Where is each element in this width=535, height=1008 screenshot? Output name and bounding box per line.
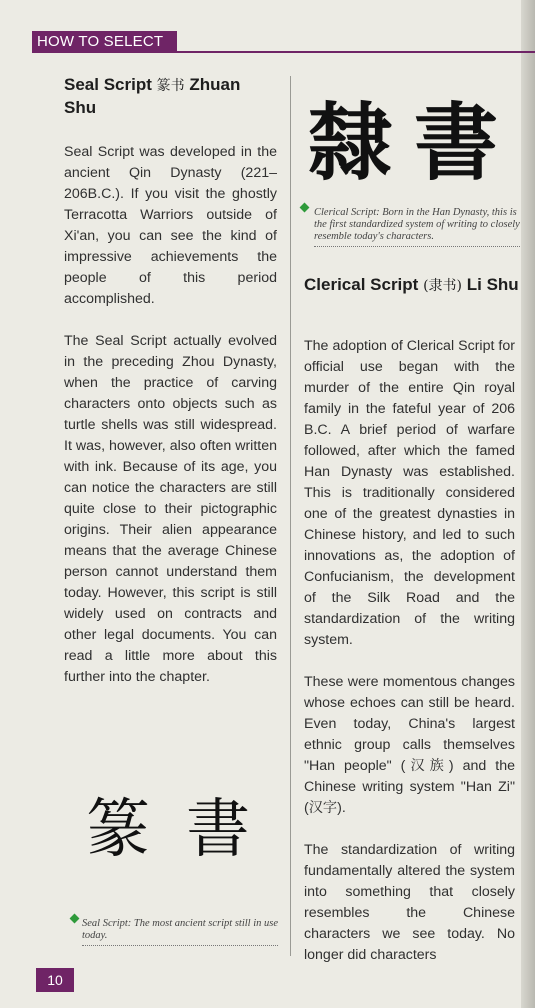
clerical-script-body <box>304 336 515 987</box>
clerical-glyph-li: 隸 <box>308 93 393 192</box>
paragraph: The Seal Script actually evolved in the preceding Zhou Dynasty, when the practice of carving characters onto objects such as turtle shells was still widespread. It was, however, also often written with ink. Because of its age, you can notice the characters are still quite close to their pictographic origins. Their alien appearance means that the average Chinese person cannot understand them today. However, this script is still widely used on contracts and other legal documents. You can read a little more about this further into the chapter. <box>64 333 277 685</box>
page-number: 10 <box>36 968 74 992</box>
seal-script-heading <box>64 74 274 118</box>
clerical-script-caption: Clerical Script: Born in the Han Dynasty, this is the first standardized system of writing to closely resemble today's characters. <box>314 207 520 247</box>
section-title: HOW TO SELECT <box>37 33 164 50</box>
heading-pinyin: Li Shu <box>466 275 519 294</box>
column-divider <box>290 76 291 956</box>
paragraph: These were momentous changes whose echoes can still be heard. Even today, China's largest ethnic group calls themselves "Han people" (汉族) and the Chinese writing system "Han Zi" (汉字). <box>304 674 515 816</box>
heading-chinese: 篆书 <box>156 78 185 94</box>
seal-glyph-zhuan: 篆 <box>86 793 150 867</box>
header-rule <box>172 51 535 53</box>
green-bullet-icon <box>70 914 80 924</box>
paragraph: The adoption of Clerical Script for official use began with the murder of the entire Qin royal family in the fateful year of 206 B.C. A brief period of warfare followed, after which the famed Han Dynasty was established. This is traditionally considered one of the greatest dynasties in Chinese history, and led to such innovations as, the adoption of Confucianism, the development of the Silk Road and the standardization of the writing system. <box>304 338 515 648</box>
seal-script-caption: Seal Script: The most ancient script still in use today. <box>82 918 278 946</box>
clerical-script-heading <box>304 274 519 297</box>
paragraph: Seal Script was developed in the ancient Qin Dynasty (221–206B.C.). If you visit the ghostly Terracotta Warriors outside of Xi'an, you can see the kind of impressive achievements the people of this period accomplished. <box>64 144 277 307</box>
section-header <box>32 31 177 53</box>
clerical-glyph-shu: 書 <box>414 93 499 192</box>
seal-script-body <box>64 142 277 709</box>
heading-text: Seal Script <box>64 75 152 94</box>
page-edge <box>521 0 535 1008</box>
seal-glyph-shu: 書 <box>186 793 250 867</box>
paragraph: The standardization of writing fundamentally altered the system into something that closely resembles the Chinese characters we see today. No longer did characters <box>304 842 515 963</box>
heading-chinese: (隶书) <box>423 278 462 294</box>
heading-text: Clerical Script <box>304 275 419 294</box>
green-bullet-icon <box>300 203 310 213</box>
heading-pinyin: Zhuan Shu <box>64 75 241 117</box>
